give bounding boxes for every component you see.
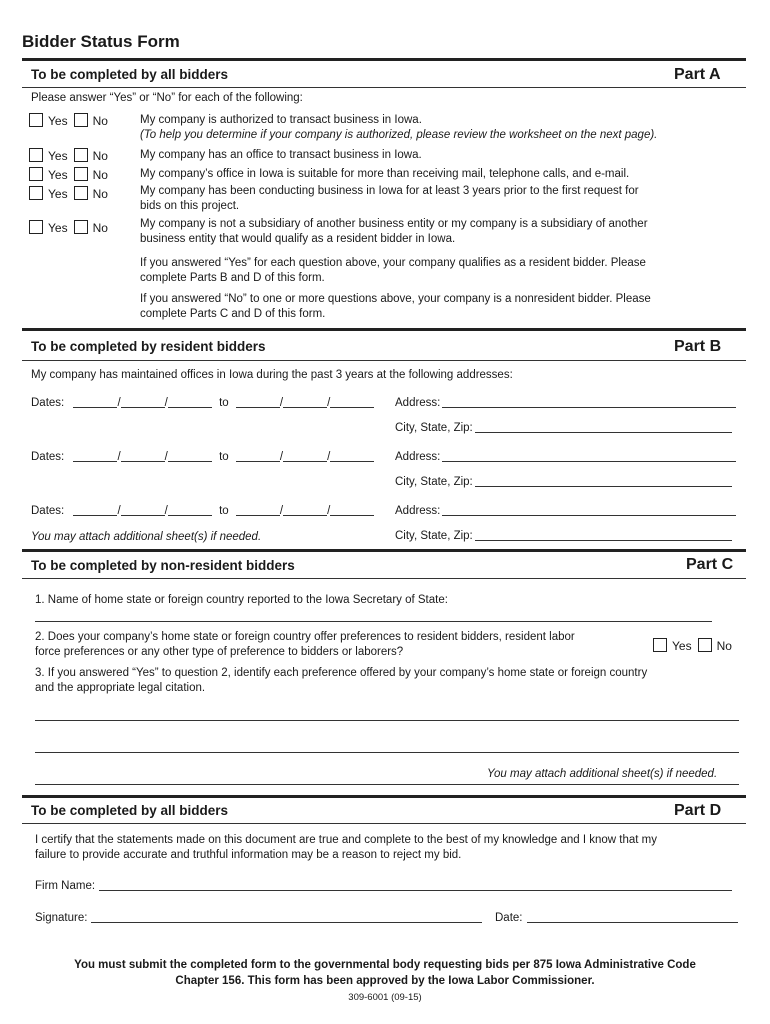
to-label: to xyxy=(219,397,229,409)
city-state-zip-field[interactable] xyxy=(475,531,732,541)
no-label: No xyxy=(716,639,732,653)
start-month-field[interactable] xyxy=(73,398,117,408)
address-field[interactable] xyxy=(442,506,736,516)
part-c-question-2: 2. Does your company’s home state or foreign country offer preferences to resident bidders, resident labor xyxy=(35,631,575,643)
address-label: Address: xyxy=(395,397,441,409)
no-instruction-cont: complete Parts C and D of this form. xyxy=(140,308,326,320)
no-label: No xyxy=(92,168,108,182)
question-1-note: (To help you determine if your company is authorized, please review the worksheet on the next page). xyxy=(140,129,658,141)
q4-no-checkbox[interactable] xyxy=(74,186,88,200)
part-c-question-1: 1. Name of home state or foreign country reported to the Iowa Secretary of State: xyxy=(35,594,448,606)
q5-no-checkbox[interactable] xyxy=(74,220,88,234)
end-year-field[interactable] xyxy=(330,452,374,462)
part-c-yes-checkbox[interactable] xyxy=(653,638,667,652)
q2-no-checkbox[interactable] xyxy=(74,148,88,162)
part-c-q2-yes-no xyxy=(653,638,738,653)
q1-yes-checkbox[interactable] xyxy=(29,113,43,127)
end-year-field[interactable] xyxy=(330,506,374,516)
dates-label: Dates: xyxy=(31,451,65,463)
q4-yes-checkbox[interactable] xyxy=(29,186,43,200)
city-label: City, State, Zip: xyxy=(395,476,473,488)
dates-label: Dates: xyxy=(31,505,65,517)
end-day-field[interactable] xyxy=(283,452,327,462)
part-b-label: Part B xyxy=(674,338,722,355)
question-4: My company has been conducting business in Iowa for at least 3 years prior to the first request for xyxy=(140,185,639,197)
dates-row-1: Dates: / / to / / xyxy=(31,397,374,409)
part-c-attach-note: You may attach additional sheet(s) if needed. xyxy=(487,768,718,780)
certification-text: I certify that the statements made on this document are true and complete to the best of my knowledge and I know that my xyxy=(35,834,657,846)
start-year-field[interactable] xyxy=(168,452,212,462)
start-year-field[interactable] xyxy=(168,398,212,408)
section-divider xyxy=(22,549,746,552)
yes-label: Yes xyxy=(48,168,68,182)
dates-row-3: Dates: / / to / / xyxy=(31,505,374,517)
yes-label: Yes xyxy=(48,149,68,163)
preference-field-line-3[interactable] xyxy=(35,784,739,785)
start-year-field[interactable] xyxy=(168,506,212,516)
part-c-question-3-cont: and the appropriate legal citation. xyxy=(35,682,206,694)
no-label: No xyxy=(92,221,108,235)
address-field[interactable] xyxy=(442,398,736,408)
q3-no-checkbox[interactable] xyxy=(74,167,88,181)
question-2: My company has an office to transact business in Iowa. xyxy=(140,149,422,161)
q5-yes-checkbox[interactable] xyxy=(29,220,43,234)
signature-field[interactable] xyxy=(91,913,482,923)
yes-label: Yes xyxy=(48,187,68,201)
part-c-no-checkbox[interactable] xyxy=(698,638,712,652)
footer-line-2: Chapter 156. This form has been approved by the Iowa Labor Commissioner. xyxy=(175,975,595,987)
question-4-cont: bids on this project. xyxy=(140,200,240,212)
part-b-attach-note: You may attach additional sheet(s) if needed. xyxy=(31,531,262,543)
address-field[interactable] xyxy=(442,452,736,462)
end-month-field[interactable] xyxy=(236,506,280,516)
part-d-label: Part D xyxy=(674,802,722,819)
start-day-field[interactable] xyxy=(121,506,165,516)
part-c-question-2-cont: force preferences or any other type of preference to bidders or laborers? xyxy=(35,646,404,658)
yes-label: Yes xyxy=(48,114,68,128)
firm-name-field[interactable] xyxy=(99,881,732,891)
no-label: No xyxy=(92,114,108,128)
end-month-field[interactable] xyxy=(236,398,280,408)
preference-field-line-1[interactable] xyxy=(35,720,739,721)
certification-text-cont: failure to provide accurate and truthful information may be a reason to reject my bid. xyxy=(35,849,462,861)
q1-no-checkbox[interactable] xyxy=(74,113,88,127)
address-label: Address: xyxy=(395,451,441,463)
end-day-field[interactable] xyxy=(283,506,327,516)
section-subrule xyxy=(22,87,746,88)
q4-yes-no xyxy=(29,186,114,201)
signature-row xyxy=(35,912,482,924)
section-divider xyxy=(22,795,746,798)
footer-line-1: You must submit the completed form to the governmental body requesting bids per 875 Iowa Administrative Code xyxy=(74,959,696,971)
section-subrule xyxy=(22,823,746,824)
start-day-field[interactable] xyxy=(121,398,165,408)
date-label: Date: xyxy=(495,912,523,924)
question-3: My company’s office in Iowa is suitable for more than receiving mail, telephone calls, and e-mail. xyxy=(140,168,630,180)
no-label: No xyxy=(92,149,108,163)
section-subrule xyxy=(22,360,746,361)
date-field[interactable] xyxy=(527,913,738,923)
section-subrule xyxy=(22,578,746,579)
firm-name-row xyxy=(35,880,732,892)
question-1: My company is authorized to transact business in Iowa. xyxy=(140,114,422,126)
signature-label: Signature: xyxy=(35,912,88,924)
to-label: to xyxy=(219,505,229,517)
no-instruction: If you answered “No” to one or more questions above, your company is a nonresident bidder. Please xyxy=(140,293,651,305)
firm-name-label: Firm Name: xyxy=(35,880,96,892)
yes-label: Yes xyxy=(672,639,692,653)
end-day-field[interactable] xyxy=(283,398,327,408)
dates-label: Dates: xyxy=(31,397,65,409)
q2-yes-checkbox[interactable] xyxy=(29,148,43,162)
part-a-heading: To be completed by all bidders xyxy=(31,67,229,82)
form-title: Bidder Status Form xyxy=(22,32,180,51)
part-b-heading: To be completed by resident bidders xyxy=(31,339,266,354)
city-row-1 xyxy=(395,422,732,434)
part-c-heading: To be completed by non-resident bidders xyxy=(31,558,295,573)
q3-yes-no xyxy=(29,167,114,182)
city-state-zip-field[interactable] xyxy=(475,423,732,433)
part-a-instruction: Please answer “Yes” or “No” for each of the following: xyxy=(31,92,303,104)
city-row-2 xyxy=(395,476,732,488)
start-month-field[interactable] xyxy=(73,506,117,516)
address-row-2 xyxy=(395,451,736,463)
home-state-field[interactable] xyxy=(35,621,712,622)
end-year-field[interactable] xyxy=(330,398,374,408)
part-a-label: Part A xyxy=(674,66,721,83)
part-c-question-3: 3. If you answered “Yes” to question 2, identify each preference offered by your company’s home state or foreign country xyxy=(35,667,648,679)
q3-yes-checkbox[interactable] xyxy=(29,167,43,181)
dates-row-2: Dates: / / to / / xyxy=(31,451,374,463)
address-label: Address: xyxy=(395,505,441,517)
part-b-intro: My company has maintained offices in Iowa during the past 3 years at the following addresses: xyxy=(31,369,513,381)
question-5: My company is not a subsidiary of another business entity or my company is a subsidiary of another xyxy=(140,218,648,230)
q5-yes-no xyxy=(29,220,114,235)
start-day-field[interactable] xyxy=(121,452,165,462)
part-d-heading: To be completed by all bidders xyxy=(31,803,229,818)
yes-label: Yes xyxy=(48,221,68,235)
city-label: City, State, Zip: xyxy=(395,422,473,434)
date-row xyxy=(495,912,738,924)
q1-yes-no xyxy=(29,113,114,128)
question-5-cont: business entity that would qualify as a resident bidder in Iowa. xyxy=(140,233,456,245)
to-label: to xyxy=(219,451,229,463)
address-row-3 xyxy=(395,505,736,517)
city-row-3 xyxy=(395,530,732,542)
end-month-field[interactable] xyxy=(236,452,280,462)
q2-yes-no xyxy=(29,148,114,163)
yes-instruction-cont: complete Parts B and D of this form. xyxy=(140,272,325,284)
preference-field-line-2[interactable] xyxy=(35,752,739,753)
section-divider xyxy=(22,58,746,61)
no-label: No xyxy=(92,187,108,201)
start-month-field[interactable] xyxy=(73,452,117,462)
section-divider xyxy=(22,328,746,331)
part-c-label: Part C xyxy=(686,556,734,573)
form-number: 309-6001 (09-15) xyxy=(348,992,422,1003)
yes-instruction: If you answered “Yes” for each question above, your company qualifies as a resident bidder. Please xyxy=(140,257,646,269)
city-label: City, State, Zip: xyxy=(395,530,473,542)
city-state-zip-field[interactable] xyxy=(475,477,732,487)
address-row-1 xyxy=(395,397,736,409)
